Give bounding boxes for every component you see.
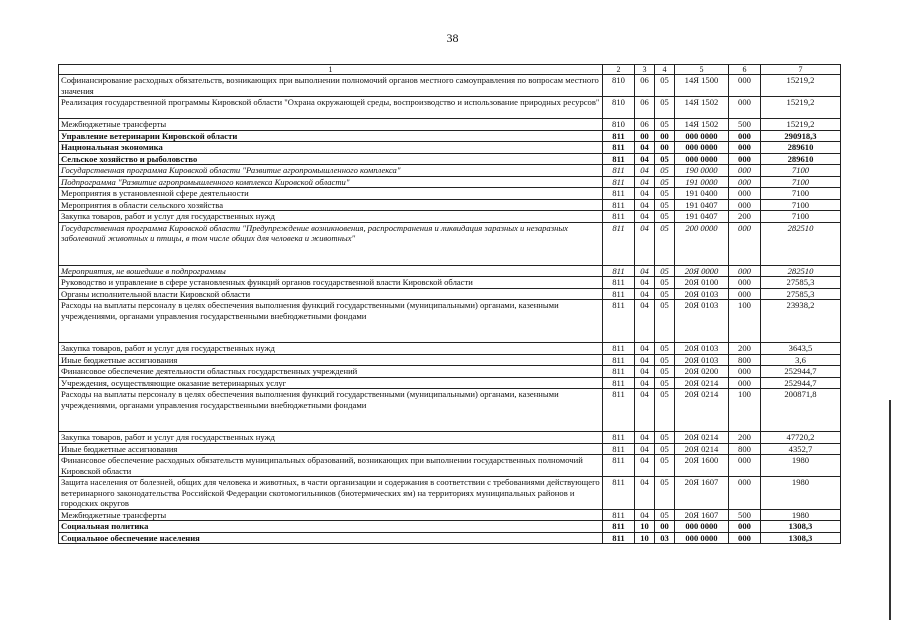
- table-row: [59, 521, 841, 533]
- cell-description: Межбюджетные трансферты: [59, 119, 603, 131]
- cell-section: 04: [635, 153, 655, 165]
- cell-description: Руководство и управление в сфере установленных функций органов государственной власти Кировской области: [59, 277, 603, 289]
- cell-target-article: 20Я 0103: [675, 354, 729, 366]
- cell-amount: 1980: [761, 477, 841, 510]
- cell-expense-type: 000: [729, 377, 761, 389]
- cell-amount: 3643,5: [761, 343, 841, 355]
- table-row: [59, 477, 841, 510]
- cell-admin-code: 810: [603, 119, 635, 131]
- cell-subsection: 05: [655, 75, 675, 97]
- cell-section: 04: [635, 509, 655, 521]
- cell-target-article: 20Я 0214: [675, 389, 729, 432]
- table-row: [59, 265, 841, 277]
- cell-description: Межбюджетные трансферты: [59, 509, 603, 521]
- cell-amount: 23938,2: [761, 300, 841, 343]
- scan-edge-line: [889, 400, 891, 620]
- cell-admin-code: 811: [603, 153, 635, 165]
- cell-amount: 7100: [761, 199, 841, 211]
- cell-admin-code: 811: [603, 377, 635, 389]
- cell-description: Иные бюджетные ассигнования: [59, 354, 603, 366]
- table-row: [59, 366, 841, 378]
- cell-description: Управление ветеринарии Кировской области: [59, 130, 603, 142]
- cell-subsection: 05: [655, 354, 675, 366]
- cell-description: Подпрограмма "Развитие агропромышленного комплекса Кировской области": [59, 176, 603, 188]
- cell-target-article: 190 0000: [675, 165, 729, 177]
- cell-expense-type: 000: [729, 153, 761, 165]
- cell-section: 06: [635, 97, 655, 119]
- cell-section: 04: [635, 176, 655, 188]
- cell-section: 04: [635, 443, 655, 455]
- cell-expense-type: 000: [729, 199, 761, 211]
- cell-amount: 4352,7: [761, 443, 841, 455]
- cell-subsection: 05: [655, 432, 675, 444]
- cell-subsection: 05: [655, 176, 675, 188]
- cell-description: Расходы на выплаты персоналу в целях обеспечения выполнения функций государственными (муниципальными) органами, казенными учреждениями, органами управления государственными внебюджетными фондами: [59, 389, 603, 432]
- cell-amount: 1980: [761, 455, 841, 477]
- cell-expense-type: 000: [729, 75, 761, 97]
- cell-description: Мероприятия в установленной сфере деятельности: [59, 188, 603, 200]
- cell-description: Национальная экономика: [59, 142, 603, 154]
- cell-target-article: 20Я 0103: [675, 288, 729, 300]
- cell-expense-type: 000: [729, 176, 761, 188]
- cell-subsection: 05: [655, 288, 675, 300]
- cell-section: 10: [635, 532, 655, 544]
- cell-target-article: 191 0407: [675, 199, 729, 211]
- cell-target-article: 20Я 0103: [675, 343, 729, 355]
- table-row: [59, 389, 841, 432]
- cell-admin-code: 811: [603, 142, 635, 154]
- cell-section: 04: [635, 199, 655, 211]
- cell-subsection: 05: [655, 300, 675, 343]
- cell-section: 04: [635, 188, 655, 200]
- cell-section: 04: [635, 142, 655, 154]
- cell-expense-type: 000: [729, 130, 761, 142]
- cell-expense-type: 000: [729, 366, 761, 378]
- cell-target-article: 20Я 0214: [675, 443, 729, 455]
- cell-description: Государственная программа Кировской области "Развитие агропромышленного комплекса": [59, 165, 603, 177]
- header-cell-2: 2: [603, 65, 635, 75]
- cell-description: Расходы на выплаты персоналу в целях обеспечения выполнения функций государственными (муниципальными) органами, казенными учреждениями, органами управления государственными внебюджетными фондами: [59, 300, 603, 343]
- table-row: [59, 343, 841, 355]
- cell-description: Социальное обеспечение населения: [59, 532, 603, 544]
- cell-target-article: 191 0407: [675, 211, 729, 223]
- table-body: [59, 65, 841, 544]
- cell-admin-code: 811: [603, 532, 635, 544]
- cell-amount: 289610: [761, 142, 841, 154]
- cell-admin-code: 811: [603, 176, 635, 188]
- cell-target-article: 000 0000: [675, 532, 729, 544]
- cell-section: 04: [635, 354, 655, 366]
- table-row: [59, 188, 841, 200]
- cell-target-article: 000 0000: [675, 153, 729, 165]
- table-row: [59, 75, 841, 97]
- cell-expense-type: 500: [729, 119, 761, 131]
- cell-target-article: 000 0000: [675, 142, 729, 154]
- cell-description: Государственная программа Кировской области "Предупреждение возникновения, распространения и ликвидация заразных и незаразных заболеваний животных и птицы, в том числе общих для человека и животных": [59, 222, 603, 265]
- cell-section: 06: [635, 75, 655, 97]
- cell-expense-type: 500: [729, 509, 761, 521]
- table-row: [59, 165, 841, 177]
- cell-amount: 15219,2: [761, 75, 841, 97]
- header-cell-3: 3: [635, 65, 655, 75]
- header-cell-4: 4: [655, 65, 675, 75]
- cell-section: 04: [635, 366, 655, 378]
- cell-expense-type: 800: [729, 443, 761, 455]
- cell-expense-type: 000: [729, 188, 761, 200]
- cell-description: Защита населения от болезней, общих для человека и животных, в части организации и содержания в соответствии с требованиями действующего ветеринарного законодательства Российской Федерации скотомогильников (биотермических ям) на территориях муниципальных районов и городских округов: [59, 477, 603, 510]
- cell-expense-type: 100: [729, 389, 761, 432]
- table-row: [59, 443, 841, 455]
- cell-section: 04: [635, 165, 655, 177]
- cell-admin-code: 811: [603, 343, 635, 355]
- cell-admin-code: 811: [603, 288, 635, 300]
- cell-admin-code: 810: [603, 97, 635, 119]
- cell-amount: 200871,8: [761, 389, 841, 432]
- cell-section: 04: [635, 377, 655, 389]
- cell-description: Закупка товаров, работ и услуг для государственных нужд: [59, 343, 603, 355]
- cell-subsection: 05: [655, 343, 675, 355]
- cell-amount: 47720,2: [761, 432, 841, 444]
- cell-admin-code: 811: [603, 130, 635, 142]
- cell-description: Социальная политика: [59, 521, 603, 533]
- cell-amount: 282510: [761, 265, 841, 277]
- cell-amount: 15219,2: [761, 97, 841, 119]
- cell-section: 04: [635, 211, 655, 223]
- table-row: [59, 377, 841, 389]
- cell-admin-code: 811: [603, 366, 635, 378]
- cell-target-article: 200 0000: [675, 222, 729, 265]
- cell-subsection: 05: [655, 153, 675, 165]
- cell-subsection: 05: [655, 277, 675, 289]
- cell-amount: 1980: [761, 509, 841, 521]
- cell-subsection: 00: [655, 130, 675, 142]
- cell-expense-type: 200: [729, 343, 761, 355]
- cell-subsection: 05: [655, 188, 675, 200]
- cell-admin-code: 811: [603, 265, 635, 277]
- cell-subsection: 05: [655, 366, 675, 378]
- budget-table: [58, 64, 841, 544]
- table-row: [59, 509, 841, 521]
- cell-target-article: 20Я 1607: [675, 509, 729, 521]
- header-cell-5: 5: [675, 65, 729, 75]
- table-row: [59, 211, 841, 223]
- cell-section: 04: [635, 277, 655, 289]
- table-row: [59, 222, 841, 265]
- cell-amount: 3,6: [761, 354, 841, 366]
- cell-target-article: 14Я 1502: [675, 97, 729, 119]
- table-row: [59, 119, 841, 131]
- cell-amount: 27585,3: [761, 288, 841, 300]
- cell-target-article: 20Я 1607: [675, 477, 729, 510]
- table-row: [59, 300, 841, 343]
- cell-target-article: 20Я 0100: [675, 277, 729, 289]
- cell-section: 00: [635, 130, 655, 142]
- cell-target-article: 20Я 0103: [675, 300, 729, 343]
- cell-description: Закупка товаров, работ и услуг для государственных нужд: [59, 211, 603, 223]
- cell-description: Финансовое обеспечение расходных обязательств муниципальных образований, возникающих при выполнении государственных полномочий Кировской области: [59, 455, 603, 477]
- cell-subsection: 05: [655, 455, 675, 477]
- cell-subsection: 00: [655, 521, 675, 533]
- cell-subsection: 05: [655, 443, 675, 455]
- table-row: [59, 532, 841, 544]
- cell-admin-code: 811: [603, 389, 635, 432]
- cell-section: 04: [635, 288, 655, 300]
- cell-description: Софинансирование расходных обязательств, возникающих при выполнении полномочий органов местного самоуправления по вопросам местного значения: [59, 75, 603, 97]
- cell-admin-code: 811: [603, 455, 635, 477]
- cell-admin-code: 811: [603, 199, 635, 211]
- cell-description: Мероприятия в области сельского хозяйства: [59, 199, 603, 211]
- cell-section: 04: [635, 389, 655, 432]
- cell-admin-code: 811: [603, 432, 635, 444]
- cell-amount: 7100: [761, 188, 841, 200]
- cell-section: 04: [635, 265, 655, 277]
- cell-expense-type: 000: [729, 142, 761, 154]
- cell-expense-type: 000: [729, 521, 761, 533]
- cell-target-article: 20Я 0000: [675, 265, 729, 277]
- cell-expense-type: 000: [729, 277, 761, 289]
- cell-amount: 7100: [761, 165, 841, 177]
- cell-amount: 289610: [761, 153, 841, 165]
- cell-target-article: 14Я 1500: [675, 75, 729, 97]
- cell-target-article: 14Я 1502: [675, 119, 729, 131]
- cell-amount: 282510: [761, 222, 841, 265]
- header-cell-1: 1: [59, 65, 603, 75]
- table-row: [59, 130, 841, 142]
- cell-description: Мероприятия, не вошедшие в подпрограммы: [59, 265, 603, 277]
- cell-description: Закупка товаров, работ и услуг для государственных нужд: [59, 432, 603, 444]
- cell-subsection: 05: [655, 509, 675, 521]
- cell-subsection: 05: [655, 377, 675, 389]
- cell-target-article: 191 0400: [675, 188, 729, 200]
- table-row: [59, 153, 841, 165]
- cell-amount: 290918,3: [761, 130, 841, 142]
- cell-expense-type: 000: [729, 165, 761, 177]
- cell-section: 04: [635, 222, 655, 265]
- cell-subsection: 05: [655, 165, 675, 177]
- page-number: 38: [446, 31, 459, 45]
- header-cell-7: 7: [761, 65, 841, 75]
- cell-admin-code: 811: [603, 222, 635, 265]
- cell-target-article: 000 0000: [675, 130, 729, 142]
- cell-expense-type: 000: [729, 222, 761, 265]
- table-row: [59, 354, 841, 366]
- cell-admin-code: 811: [603, 443, 635, 455]
- cell-subsection: 03: [655, 532, 675, 544]
- cell-subsection: 05: [655, 199, 675, 211]
- cell-section: 04: [635, 455, 655, 477]
- cell-section: 04: [635, 432, 655, 444]
- cell-description: Иные бюджетные ассигнования: [59, 443, 603, 455]
- cell-description: Сельское хозяйство и рыболовство: [59, 153, 603, 165]
- cell-admin-code: 811: [603, 509, 635, 521]
- cell-section: 06: [635, 119, 655, 131]
- cell-amount: 1308,3: [761, 532, 841, 544]
- cell-admin-code: 811: [603, 211, 635, 223]
- cell-description: Органы исполнительной власти Кировской области: [59, 288, 603, 300]
- cell-admin-code: 810: [603, 75, 635, 97]
- cell-expense-type: 000: [729, 288, 761, 300]
- cell-expense-type: 200: [729, 432, 761, 444]
- table-row: [59, 176, 841, 188]
- header-cell-6: 6: [729, 65, 761, 75]
- cell-subsection: 05: [655, 119, 675, 131]
- cell-amount: 1308,3: [761, 521, 841, 533]
- table-row: [59, 97, 841, 119]
- table-row: [59, 288, 841, 300]
- cell-description: Финансовое обеспечение деятельности областных государственных учреждений: [59, 366, 603, 378]
- cell-subsection: 05: [655, 97, 675, 119]
- cell-section: 10: [635, 521, 655, 533]
- table-row: [59, 277, 841, 289]
- cell-subsection: 00: [655, 142, 675, 154]
- cell-target-article: 20Я 1600: [675, 455, 729, 477]
- cell-amount: 252944,7: [761, 377, 841, 389]
- cell-amount: 27585,3: [761, 277, 841, 289]
- cell-amount: 7100: [761, 176, 841, 188]
- cell-expense-type: 000: [729, 455, 761, 477]
- cell-expense-type: 000: [729, 532, 761, 544]
- cell-expense-type: 000: [729, 265, 761, 277]
- cell-target-article: 20Я 0200: [675, 366, 729, 378]
- cell-expense-type: 800: [729, 354, 761, 366]
- cell-amount: 15219,2: [761, 119, 841, 131]
- table-row: [59, 199, 841, 211]
- cell-admin-code: 811: [603, 354, 635, 366]
- cell-subsection: 05: [655, 477, 675, 510]
- cell-section: 04: [635, 477, 655, 510]
- cell-admin-code: 811: [603, 300, 635, 343]
- cell-expense-type: 000: [729, 97, 761, 119]
- cell-admin-code: 811: [603, 477, 635, 510]
- cell-target-article: 000 0000: [675, 521, 729, 533]
- cell-subsection: 05: [655, 211, 675, 223]
- cell-target-article: 20Я 0214: [675, 377, 729, 389]
- cell-section: 04: [635, 343, 655, 355]
- cell-description: Реализация государственной программы Кировской области "Охрана окружающей среды, воспроизводство и использование природных ресурсов": [59, 97, 603, 119]
- cell-target-article: 191 0000: [675, 176, 729, 188]
- cell-expense-type: 200: [729, 211, 761, 223]
- table-row: [59, 455, 841, 477]
- cell-subsection: 05: [655, 389, 675, 432]
- cell-admin-code: 811: [603, 521, 635, 533]
- table-row: [59, 142, 841, 154]
- cell-expense-type: 100: [729, 300, 761, 343]
- table-row: [59, 432, 841, 444]
- cell-target-article: 20Я 0214: [675, 432, 729, 444]
- cell-section: 04: [635, 300, 655, 343]
- cell-admin-code: 811: [603, 277, 635, 289]
- cell-amount: 252944,7: [761, 366, 841, 378]
- cell-subsection: 05: [655, 222, 675, 265]
- cell-admin-code: 811: [603, 188, 635, 200]
- header-row: [59, 65, 841, 75]
- cell-admin-code: 811: [603, 165, 635, 177]
- cell-description: Учреждения, осуществляющие оказание ветеринарных услуг: [59, 377, 603, 389]
- cell-amount: 7100: [761, 211, 841, 223]
- cell-subsection: 05: [655, 265, 675, 277]
- cell-expense-type: 000: [729, 477, 761, 510]
